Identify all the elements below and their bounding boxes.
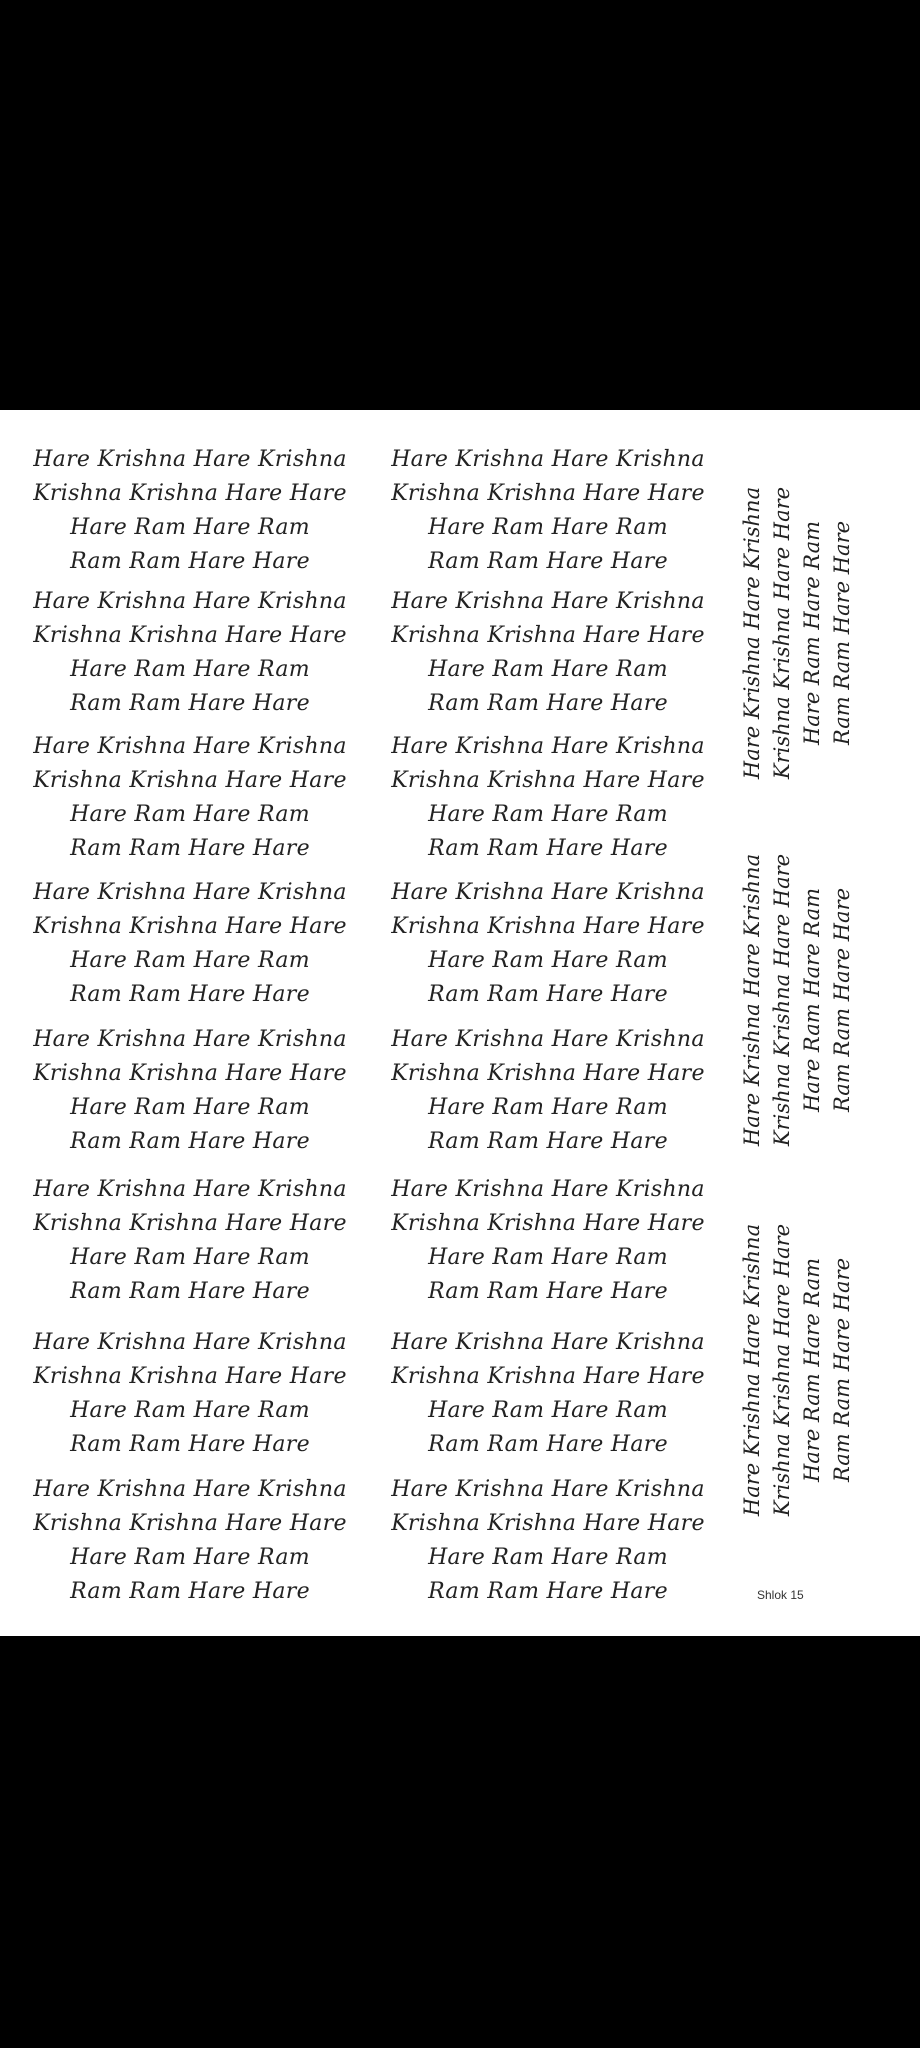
mantra-block-left-3 [30, 730, 350, 866]
mantra-block-vertical-1 [737, 463, 857, 803]
mantra-line-1: Hare Krishna Hare Krishna [33, 1330, 347, 1355]
mantra-line-4: Ram Ram Hare Hare [428, 1129, 668, 1154]
mantra-line-1: Hare Krishna Hare Krishna [33, 734, 347, 759]
mantra-line-2: Krishna Krishna Hare Hare [770, 853, 794, 1147]
sheet-label: Shlok 15 [757, 1588, 804, 1602]
mantra-block-mid-1 [388, 443, 708, 579]
mantra-line-1: Hare Krishna Hare Krishna [33, 447, 347, 472]
mantra-line-2: Krishna Krishna Hare Hare [770, 1223, 794, 1517]
mantra-line-1: Hare Krishna Hare Krishna [391, 1177, 705, 1202]
mantra-line-3: Hare Ram Hare Ram [70, 515, 310, 540]
mantra-line-2: Krishna Krishna Hare Hare [391, 768, 705, 793]
mantra-line-4: Ram Ram Hare Hare [70, 1579, 310, 1604]
mantra-line-3: Hare Ram Hare Ram [428, 1245, 668, 1270]
mantra-block-vertical-3 [737, 1200, 857, 1540]
mantra-line-2: Krishna Krishna Hare Hare [770, 486, 794, 780]
mantra-line-2: Krishna Krishna Hare Hare [391, 623, 705, 648]
mantra-line-4: Ram Ram Hare Hare [428, 836, 668, 861]
mantra-line-3: Hare Ram Hare Ram [70, 657, 310, 682]
mantra-line-4: Ram Ram Hare Hare [428, 1279, 668, 1304]
mantra-line-1: Hare Krishna Hare Krishna [391, 1477, 705, 1502]
mantra-line-3: Hare Ram Hare Ram [428, 948, 668, 973]
mantra-line-4: Ram Ram Hare Hare [70, 1279, 310, 1304]
mantra-line-3: Hare Ram Hare Ram [70, 948, 310, 973]
mantra-line-2: Krishna Krishna Hare Hare [33, 768, 347, 793]
mantra-line-2: Krishna Krishna Hare Hare [33, 1511, 347, 1536]
mantra-line-3: Hare Ram Hare Ram [800, 1257, 824, 1483]
mantra-line-4: Ram Ram Hare Hare [428, 691, 668, 716]
mantra-block-mid-8 [388, 1473, 708, 1609]
mantra-line-1: Hare Krishna Hare Krishna [33, 589, 347, 614]
mantra-line-3: Hare Ram Hare Ram [800, 520, 824, 746]
mantra-line-4: Ram Ram Hare Hare [70, 549, 310, 574]
mantra-line-2: Krishna Krishna Hare Hare [33, 914, 347, 939]
mantra-line-3: Hare Ram Hare Ram [428, 657, 668, 682]
mantra-block-vertical-2 [737, 830, 857, 1170]
mantra-line-4: Ram Ram Hare Hare [428, 1432, 668, 1457]
mantra-line-3: Hare Ram Hare Ram [70, 1545, 310, 1570]
mantra-block-left-1 [30, 443, 350, 579]
mantra-line-3: Hare Ram Hare Ram [70, 1398, 310, 1423]
mantra-line-3: Hare Ram Hare Ram [70, 802, 310, 827]
mantra-line-2: Krishna Krishna Hare Hare [33, 1211, 347, 1236]
mantra-line-1: Hare Krishna Hare Krishna [33, 880, 347, 905]
mantra-line-4: Ram Ram Hare Hare [70, 691, 310, 716]
mantra-block-left-6 [30, 1173, 350, 1309]
mantra-line-3: Hare Ram Hare Ram [428, 1545, 668, 1570]
mantra-line-4: Ram Ram Hare Hare [428, 982, 668, 1007]
mantra-line-1: Hare Krishna Hare Krishna [391, 1027, 705, 1052]
mantra-line-3: Hare Ram Hare Ram [428, 1095, 668, 1120]
mantra-block-mid-6 [388, 1173, 708, 1309]
mantra-block-left-2 [30, 585, 350, 721]
mantra-line-3: Hare Ram Hare Ram [428, 802, 668, 827]
mantra-line-4: Ram Ram Hare Hare [70, 1129, 310, 1154]
mantra-block-left-8 [30, 1473, 350, 1609]
mantra-block-left-7 [30, 1326, 350, 1462]
mantra-line-1: Hare Krishna Hare Krishna [33, 1027, 347, 1052]
mantra-line-2: Krishna Krishna Hare Hare [391, 481, 705, 506]
mantra-line-1: Hare Krishna Hare Krishna [740, 853, 764, 1147]
mantra-sheet [0, 410, 920, 1636]
mantra-line-1: Hare Krishna Hare Krishna [391, 734, 705, 759]
mantra-line-1: Hare Krishna Hare Krishna [391, 1330, 705, 1355]
mantra-line-2: Krishna Krishna Hare Hare [33, 481, 347, 506]
mantra-block-mid-3 [388, 730, 708, 866]
mantra-block-mid-4 [388, 876, 708, 1012]
mantra-line-1: Hare Krishna Hare Krishna [391, 589, 705, 614]
mantra-block-mid-5 [388, 1023, 708, 1159]
mantra-block-mid-7 [388, 1326, 708, 1462]
mantra-line-1: Hare Krishna Hare Krishna [391, 447, 705, 472]
mantra-line-3: Hare Ram Hare Ram [70, 1095, 310, 1120]
mantra-line-4: Ram Ram Hare Hare [830, 1257, 854, 1483]
mantra-line-1: Hare Krishna Hare Krishna [740, 486, 764, 780]
mantra-line-4: Ram Ram Hare Hare [70, 1432, 310, 1457]
mantra-line-4: Ram Ram Hare Hare [428, 1579, 668, 1604]
mantra-line-3: Hare Ram Hare Ram [428, 515, 668, 540]
mantra-line-2: Krishna Krishna Hare Hare [33, 1364, 347, 1389]
mantra-line-2: Krishna Krishna Hare Hare [391, 1061, 705, 1086]
mantra-line-4: Ram Ram Hare Hare [830, 520, 854, 746]
mantra-line-3: Hare Ram Hare Ram [70, 1245, 310, 1270]
mantra-line-1: Hare Krishna Hare Krishna [740, 1223, 764, 1517]
mantra-line-1: Hare Krishna Hare Krishna [33, 1177, 347, 1202]
mantra-line-1: Hare Krishna Hare Krishna [391, 880, 705, 905]
mantra-line-4: Ram Ram Hare Hare [428, 549, 668, 574]
mantra-line-1: Hare Krishna Hare Krishna [33, 1477, 347, 1502]
mantra-line-2: Krishna Krishna Hare Hare [391, 1511, 705, 1536]
mantra-line-4: Ram Ram Hare Hare [830, 887, 854, 1113]
mantra-line-2: Krishna Krishna Hare Hare [391, 1211, 705, 1236]
mantra-line-2: Krishna Krishna Hare Hare [33, 1061, 347, 1086]
mantra-line-2: Krishna Krishna Hare Hare [33, 623, 347, 648]
mantra-line-3: Hare Ram Hare Ram [800, 887, 824, 1113]
mantra-line-4: Ram Ram Hare Hare [70, 982, 310, 1007]
mantra-line-3: Hare Ram Hare Ram [428, 1398, 668, 1423]
mantra-block-mid-2 [388, 585, 708, 721]
mantra-block-left-5 [30, 1023, 350, 1159]
mantra-line-2: Krishna Krishna Hare Hare [391, 914, 705, 939]
mantra-line-2: Krishna Krishna Hare Hare [391, 1364, 705, 1389]
mantra-line-4: Ram Ram Hare Hare [70, 836, 310, 861]
mantra-block-left-4 [30, 876, 350, 1012]
